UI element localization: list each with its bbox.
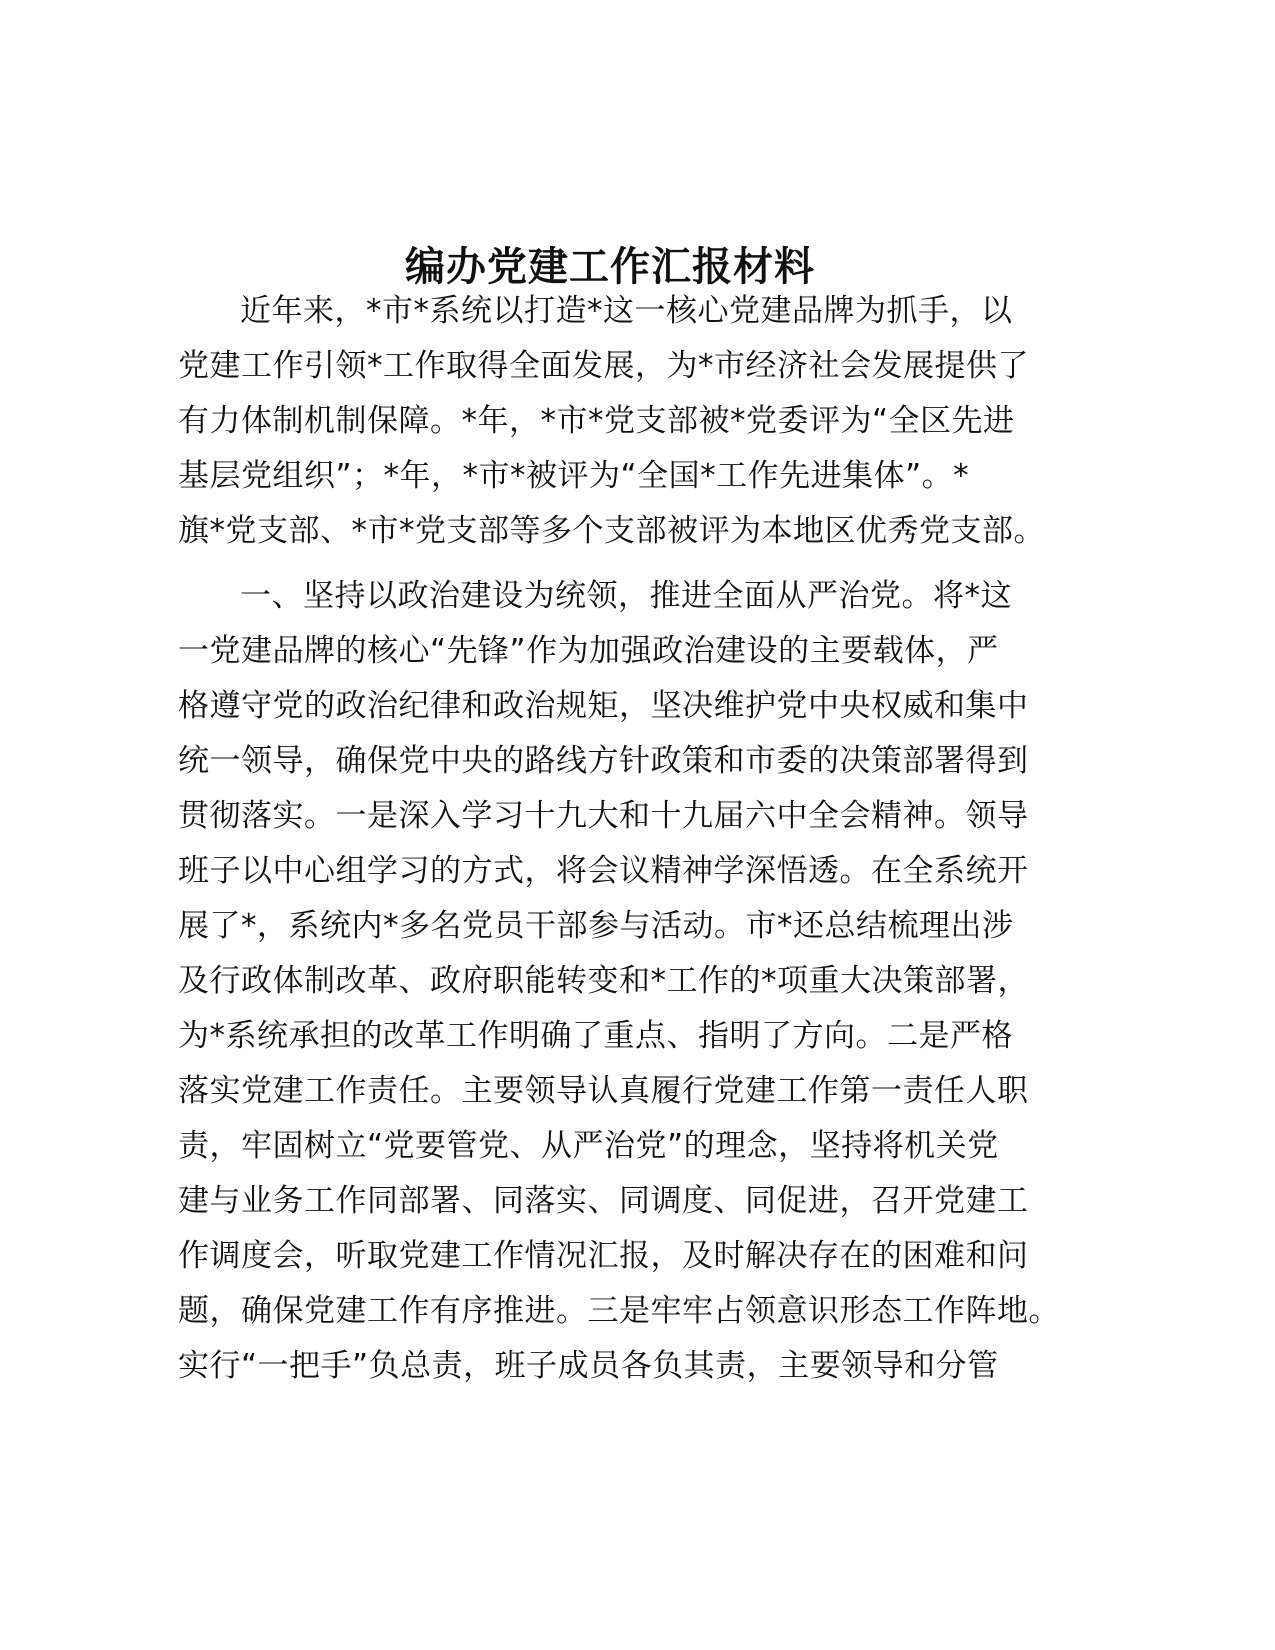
text-line: 有力体制机制保障。*年，*市*党支部被*党委评为“全区先进 — [178, 403, 1015, 439]
text-line: 班子以中心组学习的方式，将会议精神学深悟透。在全系统开 — [178, 853, 1029, 889]
text-line: 建与业务工作同部署、同落实、同调度、同促进，召开党建工 — [178, 1183, 1029, 1219]
text-line: 为*系统承担的改革工作明确了重点、指明了方向。二是严格 — [178, 1018, 1013, 1054]
text-line: 格遵守党的政治纪律和政治规矩，坚决维护党中央权威和集中 — [178, 688, 1029, 724]
text-line: 实行“一把手”负总责，班子成员各负其责，主要领导和分管 — [178, 1348, 999, 1384]
text-line: 一党建品牌的核心“先锋”作为加强政治建设的主要载体，严 — [178, 633, 999, 669]
text-line: 统一领导，确保党中央的路线方针政策和市委的决策部署得到 — [178, 743, 1029, 779]
document-title: 编办党建工作汇报材料 — [405, 243, 815, 290]
text-line: 党建工作引领*工作取得全面发展，为*市经济社会发展提供了 — [178, 348, 1029, 384]
text-line: 旗*党支部、*市*党支部等多个支部被评为本地区优秀党支部。 — [178, 513, 1045, 549]
text-line: 题，确保党建工作有序推进。三是牢牢占领意识形态工作阵地。 — [178, 1293, 1060, 1329]
paragraph-section-1 — [178, 569, 1078, 1394]
text-line: 作调度会，听取党建工作情况汇报，及时解决存在的困难和问 — [178, 1238, 1029, 1274]
text-line: 贯彻落实。一是深入学习十九大和十九届六中全会精神。领导 — [178, 798, 1029, 834]
text-line: 基层党组织”；*年，*市*被评为“全国*工作先进集体”。* — [178, 458, 970, 494]
text-line: 近年来，*市*系统以打造*这一核心党建品牌为抓手，以 — [240, 293, 1013, 329]
document-body — [178, 284, 1078, 1394]
text-line: 及行政体制改革、政府职能转变和*工作的*项重大决策部署， — [178, 963, 1029, 999]
section-heading-line: 一、坚持以政治建设为统领，推进全面从严治党。将*这 — [240, 578, 1012, 614]
text-line: 展了*，系统内*多名党员干部参与活动。市*还总结梳理出涉 — [178, 908, 1014, 944]
text-line: 落实党建工作责任。主要领导认真履行党建工作第一责任人职 — [178, 1073, 1029, 1109]
text-line: 责，牢固树立“党要管党、从严治党”的理念，坚持将机关党 — [178, 1128, 999, 1164]
paragraph-intro — [178, 284, 1078, 559]
